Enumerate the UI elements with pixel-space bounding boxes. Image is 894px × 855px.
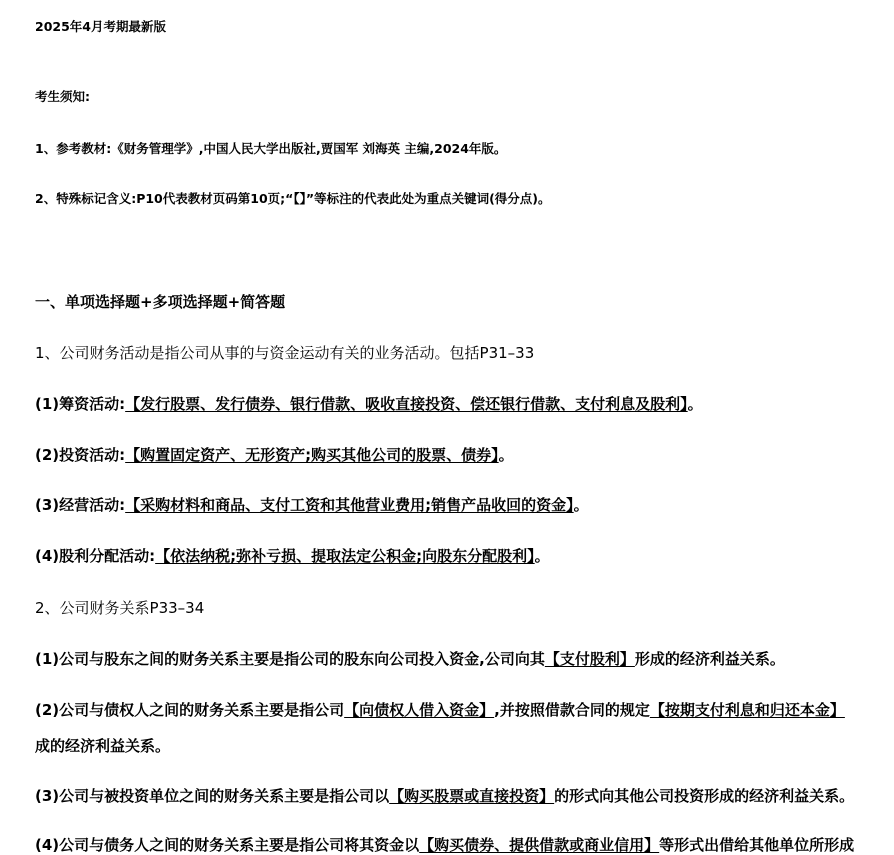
q1-item-1-suffix: 。 (687, 395, 703, 413)
q2-item-1-suffix: 形成的经济利益关系。 (634, 650, 785, 668)
q2-title: 2、公司财务关系P33–34 (35, 599, 205, 617)
q1-item-4-keyword: 【依法纳税;弥补亏损、提取法定公积金;向股东分配股利】 (155, 547, 535, 565)
notice-item-2: 2、特殊标记含义:P10代表教材页码第10页;“【】”等标注的代表此处为重点关键词(得分点)。 (35, 191, 551, 206)
q2-item-2-mid: ,并按照借款合同的规定 (494, 701, 650, 719)
q1-item-3-prefix: (3)经营活动: (35, 496, 126, 514)
q2-item-3 (35, 785, 854, 806)
q1-item-3-suffix: 。 (573, 496, 589, 514)
q2-item-3-keyword: 【购买股票或直接投资】 (389, 787, 555, 805)
q1-item-1 (35, 393, 703, 414)
q2-item-2-continuation: 成的经济利益关系。 (35, 737, 171, 755)
q1-item-2 (35, 444, 514, 465)
q1-item-4 (35, 545, 550, 566)
edition-label: 2025年4月考期最新版 (35, 19, 166, 34)
q2-item-2 (35, 699, 845, 720)
q1-item-3 (35, 494, 589, 515)
section-heading: 一、单项选择题+多项选择题+简答题 (35, 293, 286, 311)
q2-item-3-prefix: (3)公司与被投资单位之间的财务关系主要是指公司以 (35, 787, 390, 805)
q1-item-1-prefix: (1)筹资活动: (35, 395, 126, 413)
q2-item-1-keyword: 【支付股利】 (544, 650, 635, 668)
q2-item-4-suffix: 等形式出借给其他单位所形成 (659, 836, 855, 854)
q2-item-2-keyword-2: 【按期支付利息和归还本金】 (649, 701, 845, 719)
q1-item-4-suffix: 。 (534, 547, 550, 565)
notice-item-1: 1、参考教材:《财务管理学》,中国人民大学出版社,贾国军 刘海英 主编,2024年版。 (35, 141, 507, 156)
q1-item-4-prefix: (4)股利分配活动: (35, 547, 156, 565)
q2-item-4 (35, 834, 854, 855)
q2-item-1 (35, 648, 785, 669)
q1-item-2-prefix: (2)投资活动: (35, 446, 126, 464)
q1-title: 1、公司财务活动是指公司从事的与资金运动有关的业务活动。包括P31–33 (35, 344, 535, 362)
q2-item-1-prefix: (1)公司与股东之间的财务关系主要是指公司的股东向公司投入资金,公司向其 (35, 650, 545, 668)
q1-item-2-suffix: 。 (498, 446, 514, 464)
q2-item-2-prefix: (2)公司与债权人之间的财务关系主要是指公司 (35, 701, 345, 719)
q2-item-3-suffix: 的形式向其他公司投资形成的经济利益关系。 (554, 787, 855, 805)
q2-item-4-keyword: 【购买债券、提供借款或商业信用】 (419, 836, 660, 854)
q1-item-1-keyword: 【发行股票、发行债券、银行借款、吸收直接投资、偿还银行借款、支付利息及股利】 (125, 395, 688, 413)
notice-title: 考生须知: (35, 89, 90, 104)
q1-item-2-keyword: 【购置固定资产、无形资产;购买其他公司的股票、债券】 (125, 446, 499, 464)
q2-item-4-prefix: (4)公司与债务人之间的财务关系主要是指公司将其资金以 (35, 836, 420, 854)
q2-item-2-keyword: 【向债权人借入资金】 (344, 701, 495, 719)
q1-item-3-keyword: 【采购材料和商品、支付工资和其他营业费用;销售产品收回的资金】 (125, 496, 574, 514)
